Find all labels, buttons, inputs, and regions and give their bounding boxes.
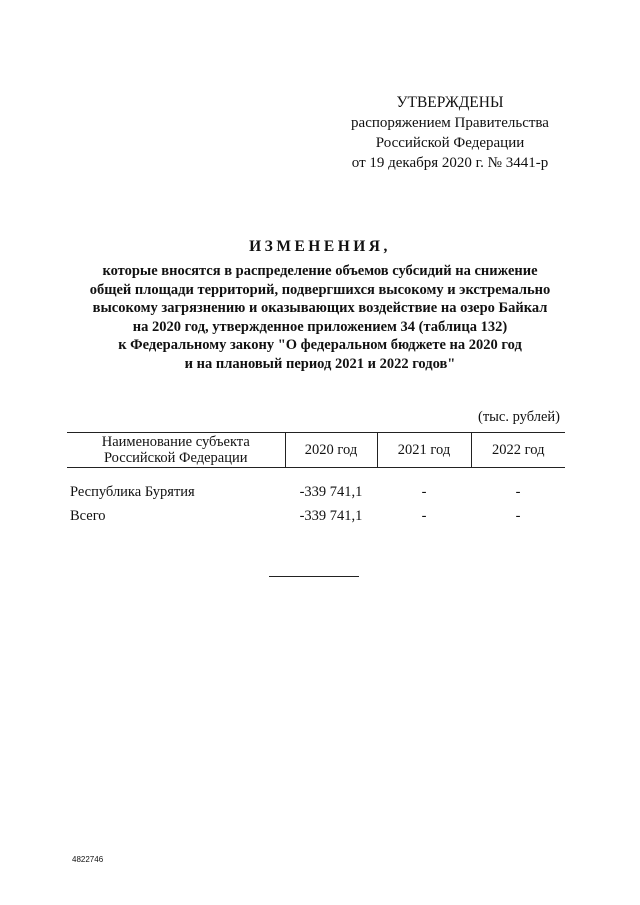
column-header-2020: 2020 год xyxy=(285,433,377,468)
subtitle-line: высокому загрязнению и оказывающих воздействие на озеро Байкал xyxy=(92,300,548,316)
approval-line-2: Российской Федерации xyxy=(375,135,525,151)
document-number: 4822746 xyxy=(72,855,104,864)
column-header-2021: 2021 год xyxy=(377,433,471,468)
value-2021: - xyxy=(421,507,427,524)
column-header-region xyxy=(67,433,285,468)
subtitle-line: которые вносятся в распределение объемов субсидий на снижение xyxy=(102,263,538,279)
subtitle-line: общей площади территорий, подвергшихся высокому и экстремально xyxy=(89,281,551,298)
document-subtitle xyxy=(40,262,600,373)
approval-block xyxy=(334,93,566,173)
subtitle-line: к Федеральному закону "О федеральном бюджете на 2020 год xyxy=(118,337,522,353)
table-row-total xyxy=(67,504,565,528)
value-2022: - xyxy=(515,507,521,524)
subtitle-line: на 2020 год, утвержденное приложением 34 (таблица 132) xyxy=(132,318,508,335)
table-row xyxy=(67,468,565,505)
value-2020: -339 741,1 xyxy=(299,507,363,524)
approval-heading: УТВЕРЖДЕНЫ xyxy=(396,94,504,111)
subtitle-line: и на плановый период 2021 и 2022 годов" xyxy=(184,355,456,372)
document-title: ИЗМЕНЕНИЯ, xyxy=(249,238,391,255)
value-2021: - xyxy=(421,483,427,500)
column-header-2022: 2022 год xyxy=(471,433,565,468)
end-separator-line xyxy=(269,576,359,577)
value-2022: - xyxy=(515,483,521,500)
region-name: Республика Бурятия xyxy=(70,483,195,500)
approval-line-1: распоряжением Правительства xyxy=(351,115,549,131)
value-2020: -339 741,1 xyxy=(299,483,363,500)
column-header-region-line-1: Наименование субъекта xyxy=(101,434,250,450)
approval-date-line: от 19 декабря 2020 г. № 3441-р xyxy=(351,155,549,171)
region-name: Всего xyxy=(70,507,106,524)
subsidy-table xyxy=(67,432,565,528)
unit-label: (тыс. рублей) xyxy=(478,409,560,425)
column-header-region-line-2: Российской Федерации xyxy=(103,450,248,466)
table-header-row xyxy=(67,433,565,468)
